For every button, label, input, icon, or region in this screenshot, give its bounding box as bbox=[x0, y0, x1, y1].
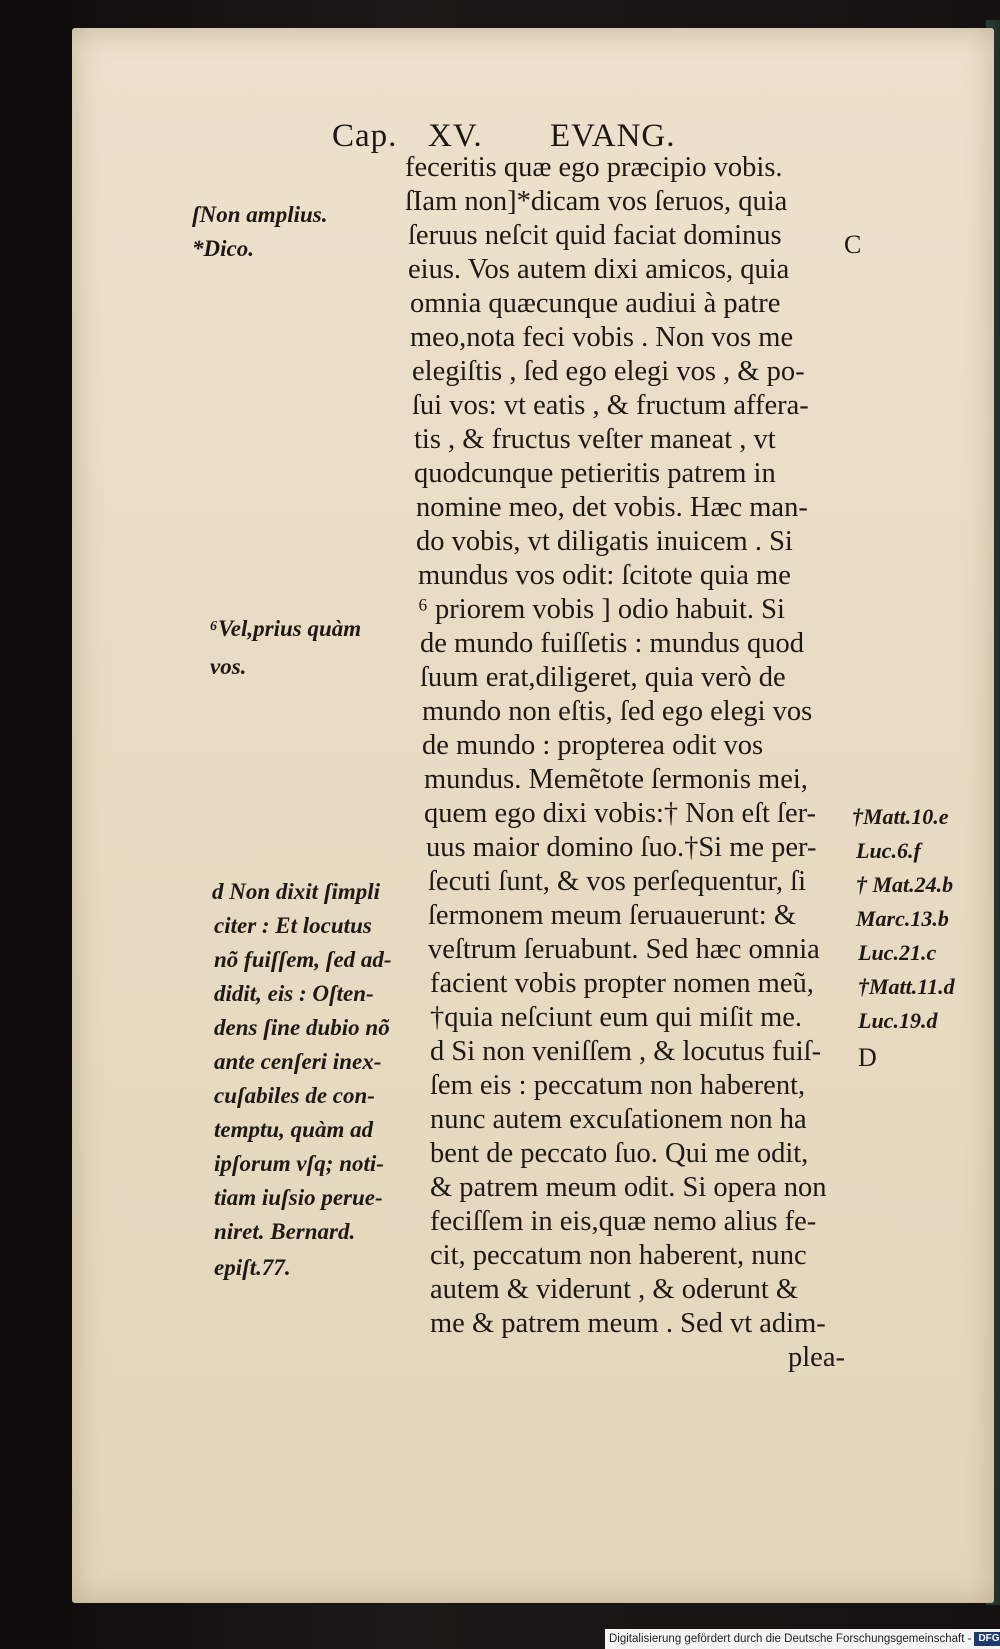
text-line: ſeruus neſcit quid faciat dominus bbox=[408, 220, 782, 251]
text-line: me & patrem meum . Sed vt adim- bbox=[430, 1308, 826, 1339]
text-line: d Si non veniſſem , & locutus fuiſ- bbox=[430, 1036, 822, 1067]
scripture-reference: †Matt.10.e bbox=[852, 804, 949, 829]
text-line: facient vobis propter nomen meũ, bbox=[430, 968, 814, 999]
text-line: ſermonem meum ſeruauerunt: & bbox=[428, 900, 797, 931]
margin-note-line: nõ fuiſſem, ſed ad- bbox=[214, 947, 392, 972]
margin-note-line: tiam iuſsio perue- bbox=[214, 1185, 383, 1210]
footer-text: Digitalisierung gefördert durch die Deutsche Forschungsgemeinschaft - bbox=[609, 1633, 972, 1645]
dfg-logo: DFG bbox=[974, 1632, 1000, 1646]
margin-note-line: temptu, quàm ad bbox=[214, 1117, 374, 1142]
section-letter-c: C bbox=[844, 230, 862, 259]
text-line: ſIam non]*dicam vos ſeruos, quia bbox=[405, 186, 788, 217]
text-line: elegiſtis , ſed ego elegi vos , & po- bbox=[412, 356, 805, 387]
text-line: eius. Vos autem dixi amicos, quia bbox=[408, 254, 790, 285]
margin-note-line: d Non dixit ſimpli bbox=[212, 879, 381, 904]
margin-note-line: ante cenſeri inex- bbox=[214, 1049, 382, 1074]
margin-note-line: dens ſine dubio nõ bbox=[214, 1015, 390, 1040]
text-line: uus maior domino ſuo.†Si me per- bbox=[426, 832, 817, 863]
scripture-reference: Luc.6.f bbox=[856, 838, 921, 863]
text-line: feciſſem in eis,quæ nemo alius fe- bbox=[430, 1206, 817, 1237]
margin-note-line: ſNon amplius. bbox=[192, 202, 328, 227]
text-line: ſuum erat,diligeret, quia verò de bbox=[420, 662, 786, 693]
text-line: plea- bbox=[788, 1342, 845, 1373]
text-line: do vobis, vt diligatis inuicem . Si bbox=[416, 526, 793, 557]
margin-note-line: niret. Bernard. bbox=[214, 1219, 356, 1244]
text-line: autem & viderunt , & oderunt & bbox=[430, 1274, 799, 1305]
text-line: cit, peccatum non haberent, nunc bbox=[430, 1240, 807, 1271]
scripture-reference: † Mat.24.b bbox=[856, 872, 954, 897]
text-line: ⁶ priorem vobis ] odio habuit. Si bbox=[418, 594, 785, 625]
text-line: de mundo fuiſſetis : mundus quod bbox=[420, 628, 804, 659]
text-line: mundus. Memẽtote ſermonis mei, bbox=[424, 764, 808, 795]
text-line: de mundo : propterea odit vos bbox=[422, 730, 764, 761]
text-line: veſtrum ſeruabunt. Sed hæc omnia bbox=[428, 934, 820, 965]
margin-note-line: citer : Et locutus bbox=[214, 913, 372, 938]
scripture-reference: Luc.21.c bbox=[858, 940, 937, 965]
margin-note-line: ipſorum vſq; noti- bbox=[214, 1151, 384, 1176]
running-head-number: XV. bbox=[428, 118, 483, 154]
text-line: meo,nota feci vobis . Non vos me bbox=[410, 322, 794, 353]
margin-note-line: didit, eis : Oſten- bbox=[214, 981, 374, 1006]
running-head-title: EVANG. bbox=[550, 118, 676, 154]
running-head-chapter: Cap. bbox=[332, 118, 398, 154]
text-line: nunc autem excuſationem non ha bbox=[430, 1104, 807, 1135]
text-line: ſecuti ſunt, & vos perſequentur, ſi bbox=[428, 866, 806, 897]
scripture-reference: †Matt.11.d bbox=[858, 974, 955, 999]
margin-note-line: epiſt.77. bbox=[214, 1255, 291, 1280]
text-line: & patrem meum odit. Si opera non bbox=[430, 1172, 827, 1203]
scripture-reference: Luc.19.d bbox=[858, 1008, 938, 1033]
text-line: mundus vos odit: ſcitote quia me bbox=[418, 560, 791, 591]
section-letter-d: D bbox=[858, 1043, 877, 1072]
footer-credit bbox=[605, 1629, 1000, 1649]
text-line: tis , & fructus veſter maneat , vt bbox=[414, 424, 776, 455]
margin-note-line: ⁶Vel,prius quàm bbox=[210, 616, 362, 641]
text-line: ſui vos: vt eatis , & fructum affera- bbox=[412, 390, 809, 421]
text-line: quodcunque petieritis patrem in bbox=[414, 458, 776, 489]
text-line: quem ego dixi vobis:† Non eſt ſer- bbox=[424, 798, 817, 829]
margin-note-line: *Dico. bbox=[192, 236, 254, 261]
margin-note-line: vos. bbox=[210, 654, 247, 679]
text-line: †quia neſciunt eum qui miſit me. bbox=[430, 1002, 803, 1033]
scripture-reference: Marc.13.b bbox=[856, 906, 949, 931]
margin-note-line: cuſabiles de con- bbox=[214, 1083, 375, 1108]
text-line: mundo non eſtis, ſed ego elegi vos bbox=[422, 696, 813, 727]
text-line: ſem eis : peccatum non haberent, bbox=[430, 1070, 806, 1101]
text-line: feceritis quæ ego præcipio vobis. bbox=[405, 152, 783, 183]
text-line: bent de peccato ſuo. Qui me odit, bbox=[430, 1138, 809, 1169]
text-line: nomine meo, det vobis. Hæc man- bbox=[416, 492, 808, 523]
text-line: omnia quæcunque audiui à patre bbox=[410, 288, 781, 319]
